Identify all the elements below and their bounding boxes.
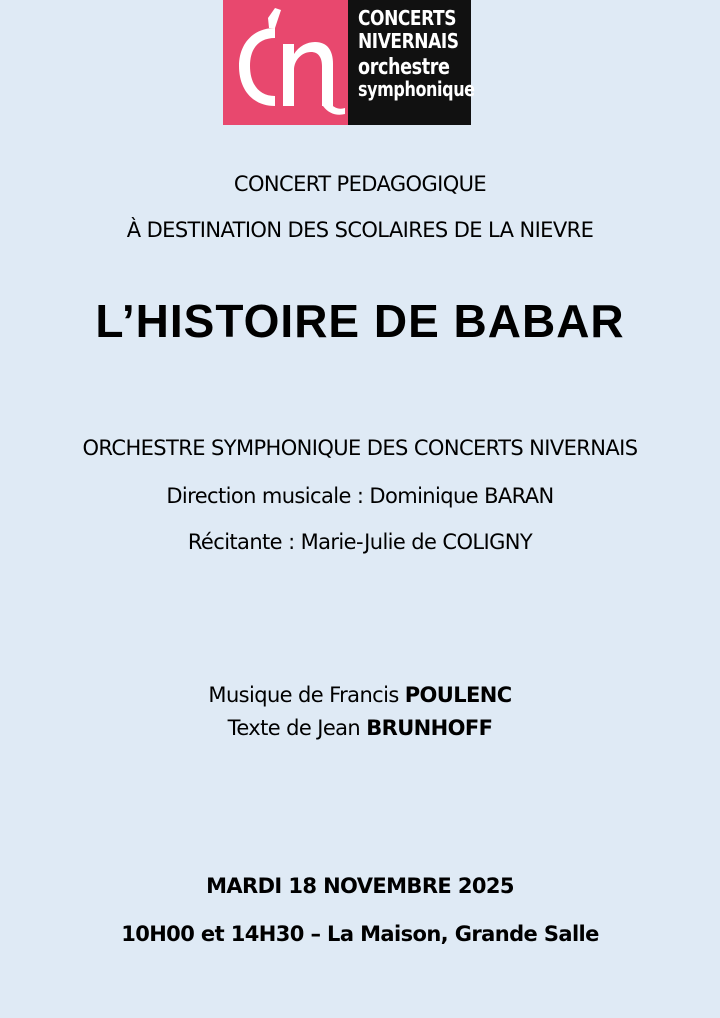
logo-line-1: CONCERTS <box>358 6 457 30</box>
event-date: MARDI 18 NOVEMBRE 2025 <box>206 874 514 898</box>
text-credit-name: BRUNHOFF <box>366 716 493 740</box>
orchestra-name: ORCHESTRE SYMPHONIQUE DES CONCERTS NIVERNAIS <box>82 436 638 460</box>
music-credit <box>0 683 720 707</box>
logo-line-3: orchestre <box>358 55 450 80</box>
event-times-place: 10H00 et 14H30 – La Maison, Grande Salle <box>121 922 599 946</box>
intro-line-1: CONCERT PEDAGOGIQUE <box>233 172 487 196</box>
page-title: L’HISTOIRE DE BABAR <box>95 295 625 347</box>
narrator: Récitante : Marie-Julie de COLIGNY <box>187 530 533 554</box>
concerts-nivernais-logo <box>223 0 475 125</box>
music-credit-prefix: Musique de Francis <box>208 683 405 707</box>
text-credit-prefix: Texte de Jean <box>227 716 367 740</box>
text-credit <box>0 716 720 740</box>
logo-line-2: NIVERNAIS <box>358 29 459 53</box>
cn-logo-mark <box>223 0 348 125</box>
music-credit-name: POULENC <box>404 683 512 707</box>
logo-wordmark <box>348 0 475 125</box>
cn-monogram-icon <box>223 0 348 125</box>
logo-line-4: symphonique <box>358 77 475 101</box>
music-direction: Direction musicale : Dominique BARAN <box>166 484 554 508</box>
intro-line-2: À DESTINATION DES SCOLAIRES DE LA NIEVRE <box>126 218 594 242</box>
